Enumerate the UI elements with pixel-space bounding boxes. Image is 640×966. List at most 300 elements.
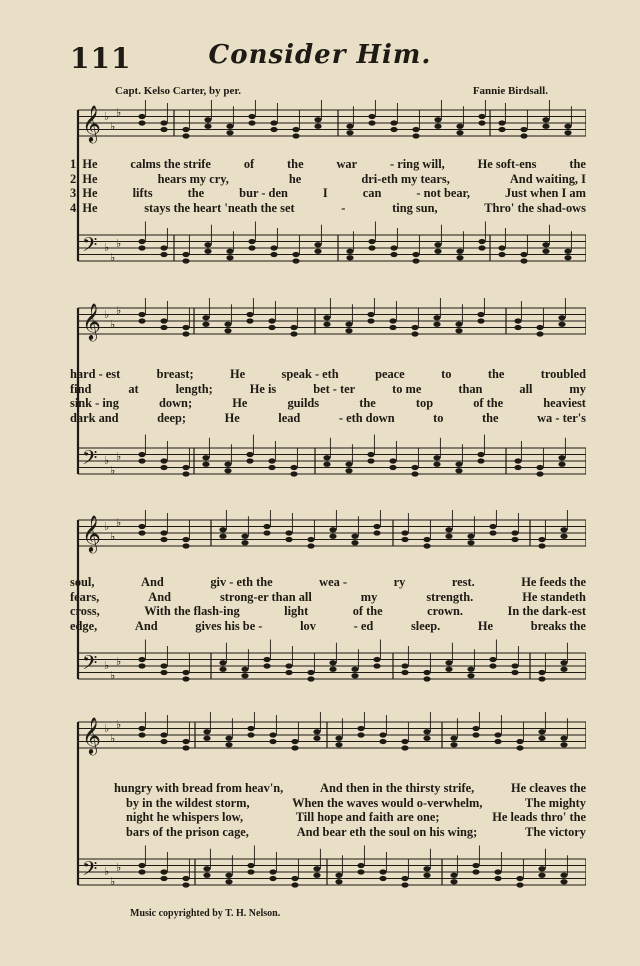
note-head	[307, 670, 314, 675]
note-head	[314, 124, 321, 129]
note-head	[138, 312, 145, 317]
note-head	[423, 736, 430, 741]
note-head	[433, 322, 440, 327]
note-head	[202, 462, 209, 467]
note-head	[538, 736, 545, 741]
note-head	[224, 322, 231, 327]
note-head	[478, 114, 485, 119]
note-head	[307, 676, 314, 681]
note-head	[450, 879, 457, 884]
hymn-title: Consider Him.	[208, 40, 432, 70]
note-head	[246, 312, 253, 317]
note-head	[401, 882, 408, 887]
flat-icon: ♭	[116, 304, 122, 317]
note-head	[514, 318, 521, 323]
note-head	[389, 325, 396, 330]
bass-clef-icon: 𝄢	[82, 446, 98, 474]
note-head	[182, 331, 189, 336]
note-head	[248, 245, 255, 250]
note-head	[268, 325, 275, 330]
note-head	[160, 252, 167, 257]
note-head	[226, 124, 233, 129]
note-head	[182, 882, 189, 887]
note-head	[351, 534, 358, 539]
flat-icon: ♭	[110, 464, 116, 477]
note-head	[520, 258, 527, 263]
note-head	[520, 127, 527, 132]
bass-staff	[78, 846, 586, 889]
note-head	[224, 328, 231, 333]
note-head	[246, 458, 253, 463]
note-head	[560, 667, 567, 672]
note-head	[263, 524, 270, 529]
note-head	[290, 325, 297, 330]
note-head	[538, 873, 545, 878]
note-head	[204, 117, 211, 122]
note-head	[511, 663, 518, 668]
note-head	[412, 133, 419, 138]
note-head	[423, 543, 430, 548]
note-head	[203, 729, 210, 734]
note-head	[357, 869, 364, 874]
note-head	[346, 124, 353, 129]
flat-icon: ♭	[116, 106, 122, 119]
note-head	[138, 726, 145, 731]
note-head	[182, 739, 189, 744]
note-head	[138, 663, 145, 668]
note-head	[445, 534, 452, 539]
bass-staff	[78, 435, 586, 478]
note-head	[268, 318, 275, 323]
lyric-line: hard - est breast; He speak - eth peace to the troubled	[70, 367, 586, 381]
flat-icon: ♭	[104, 241, 110, 254]
treble-staff	[78, 100, 586, 143]
note-head	[314, 117, 321, 122]
note-head	[411, 325, 418, 330]
note-head	[536, 465, 543, 470]
lyric-line: sink - ing down; He guilds the top of the heaviest	[70, 396, 586, 410]
note-head	[514, 465, 521, 470]
note-head	[226, 130, 233, 135]
note-head	[351, 540, 358, 545]
note-head	[455, 322, 462, 327]
lyric-line: edge, And gives his be - lov - ed sleep. He breaks the	[70, 618, 586, 633]
note-head	[450, 742, 457, 747]
note-head	[456, 255, 463, 260]
note-head	[269, 876, 276, 881]
note-head	[423, 670, 430, 675]
note-head	[160, 670, 167, 675]
note-head	[564, 249, 571, 254]
note-head	[285, 670, 292, 675]
note-head	[247, 726, 254, 731]
note-head	[202, 315, 209, 320]
note-head	[160, 465, 167, 470]
note-head	[160, 869, 167, 874]
page-number: 111	[70, 42, 132, 75]
note-head	[434, 124, 441, 129]
note-head	[401, 530, 408, 535]
note-head	[160, 325, 167, 330]
note-head	[329, 660, 336, 665]
note-head	[411, 471, 418, 476]
bass-clef-icon: 𝄢	[82, 233, 98, 261]
note-head	[516, 882, 523, 887]
note-head	[225, 873, 232, 878]
note-head	[478, 239, 485, 244]
note-head	[434, 242, 441, 247]
note-head	[314, 242, 321, 247]
note-head	[401, 537, 408, 542]
note-head	[389, 458, 396, 463]
note-head	[516, 739, 523, 744]
flat-icon: ♭	[116, 861, 122, 874]
note-head	[411, 331, 418, 336]
note-head	[368, 114, 375, 119]
note-head	[329, 527, 336, 532]
note-head	[516, 745, 523, 750]
flat-icon: ♭	[104, 722, 110, 735]
note-head	[538, 537, 545, 542]
note-head	[445, 527, 452, 532]
note-head	[498, 245, 505, 250]
note-head	[520, 252, 527, 257]
note-head	[367, 458, 374, 463]
note-head	[346, 249, 353, 254]
note-head	[560, 736, 567, 741]
lyric-line: 3. He lifts the bur - den I can - not bear, Just when I am	[70, 186, 586, 200]
note-head	[138, 530, 145, 535]
note-head	[450, 736, 457, 741]
note-head	[456, 130, 463, 135]
note-head	[219, 660, 226, 665]
treble-staff	[78, 298, 586, 341]
note-head	[538, 543, 545, 548]
note-head	[182, 670, 189, 675]
note-head	[246, 318, 253, 323]
note-head	[542, 242, 549, 247]
note-head	[182, 465, 189, 470]
note-head	[138, 245, 145, 250]
note-head	[270, 127, 277, 132]
treble-clef-icon: 𝄞	[82, 104, 101, 142]
note-head	[346, 130, 353, 135]
note-head	[433, 315, 440, 320]
note-head	[291, 876, 298, 881]
treble-clef-icon: 𝄞	[82, 716, 101, 754]
note-head	[538, 676, 545, 681]
note-head	[263, 663, 270, 668]
flat-icon: ♭	[116, 450, 122, 463]
note-head	[542, 124, 549, 129]
note-head	[467, 534, 474, 539]
note-head	[423, 866, 430, 871]
note-head	[489, 663, 496, 668]
note-head	[160, 458, 167, 463]
note-head	[558, 455, 565, 460]
note-head	[268, 458, 275, 463]
note-head	[477, 458, 484, 463]
note-head	[423, 537, 430, 542]
note-head	[285, 530, 292, 535]
note-head	[204, 249, 211, 254]
bass-staff	[78, 640, 586, 683]
note-head	[291, 882, 298, 887]
note-head	[314, 249, 321, 254]
note-head	[367, 312, 374, 317]
flat-icon: ♭	[110, 318, 116, 331]
note-head	[292, 252, 299, 257]
lyric-line: fears, And strong-er than all my strength. He standeth	[70, 589, 586, 604]
note-head	[335, 742, 342, 747]
note-head	[138, 863, 145, 868]
note-head	[323, 322, 330, 327]
note-head	[401, 876, 408, 881]
note-head	[401, 739, 408, 744]
note-head	[558, 322, 565, 327]
note-head	[202, 322, 209, 327]
lyric-line: soul, And giv - eth the wea - ry rest. He feeds the	[70, 575, 586, 589]
note-head	[138, 318, 145, 323]
note-head	[434, 117, 441, 122]
note-head	[445, 667, 452, 672]
note-head	[290, 465, 297, 470]
note-head	[357, 863, 364, 868]
note-head	[313, 729, 320, 734]
note-head	[498, 252, 505, 257]
note-head	[241, 540, 248, 545]
note-head	[412, 127, 419, 132]
note-head	[241, 673, 248, 678]
treble-clef-icon: 𝄞	[82, 514, 101, 552]
lyrics-block	[70, 157, 586, 215]
note-head	[247, 732, 254, 737]
note-head	[390, 252, 397, 257]
note-head	[423, 729, 430, 734]
note-head	[542, 249, 549, 254]
note-head	[412, 258, 419, 263]
note-head	[290, 331, 297, 336]
note-head	[270, 245, 277, 250]
note-head	[160, 739, 167, 744]
note-head	[203, 873, 210, 878]
note-head	[368, 239, 375, 244]
treble-clef-icon: 𝄞	[82, 302, 101, 340]
note-head	[160, 537, 167, 542]
note-head	[203, 866, 210, 871]
note-head	[263, 530, 270, 535]
flat-icon: ♭	[104, 454, 110, 467]
note-head	[182, 325, 189, 330]
note-head	[542, 117, 549, 122]
note-head	[514, 458, 521, 463]
note-head	[292, 258, 299, 263]
note-head	[412, 252, 419, 257]
note-head	[423, 676, 430, 681]
note-head	[241, 534, 248, 539]
flat-icon: ♭	[104, 520, 110, 533]
note-head	[368, 120, 375, 125]
note-head	[536, 471, 543, 476]
note-head	[248, 114, 255, 119]
note-head	[367, 318, 374, 323]
note-head	[558, 462, 565, 467]
note-head	[514, 325, 521, 330]
note-head	[160, 245, 167, 250]
note-head	[564, 255, 571, 260]
lyric-line: 1. He calms the strife of the war - ring will, He soft-ens the	[70, 157, 586, 171]
note-head	[307, 543, 314, 548]
treble-staff	[78, 510, 586, 553]
note-head	[160, 318, 167, 323]
note-head	[560, 873, 567, 878]
note-head	[323, 462, 330, 467]
note-head	[182, 543, 189, 548]
note-head	[390, 127, 397, 132]
note-head	[138, 657, 145, 662]
note-head	[248, 239, 255, 244]
note-head	[182, 252, 189, 257]
note-head	[323, 455, 330, 460]
note-head	[313, 873, 320, 878]
flat-icon: ♭	[104, 659, 110, 672]
lyrics-block	[70, 781, 586, 839]
note-head	[182, 876, 189, 881]
note-head	[433, 462, 440, 467]
note-head	[247, 869, 254, 874]
note-head	[219, 527, 226, 532]
note-head	[489, 530, 496, 535]
lyric-line: by in the wildest storm, When the waves would o-verwhelm, The mighty	[126, 795, 586, 810]
note-head	[477, 312, 484, 317]
note-head	[182, 471, 189, 476]
note-head	[246, 452, 253, 457]
flat-icon: ♭	[116, 516, 122, 529]
lyric-line: 4. He stays the heart 'neath the set - ting sun, Thro' the shad-ows	[70, 200, 586, 215]
note-head	[455, 462, 462, 467]
bass-clef-icon: 𝄢	[82, 857, 98, 885]
note-head	[498, 120, 505, 125]
note-head	[401, 670, 408, 675]
note-head	[389, 465, 396, 470]
note-head	[226, 255, 233, 260]
note-head	[182, 127, 189, 132]
note-head	[373, 657, 380, 662]
note-head	[203, 736, 210, 741]
note-head	[536, 325, 543, 330]
note-head	[226, 249, 233, 254]
note-head	[455, 328, 462, 333]
note-head	[323, 315, 330, 320]
note-head	[270, 252, 277, 257]
note-head	[494, 869, 501, 874]
note-head	[345, 328, 352, 333]
note-head	[291, 739, 298, 744]
note-head	[390, 120, 397, 125]
note-head	[345, 468, 352, 473]
note-head	[498, 127, 505, 132]
note-head	[351, 673, 358, 678]
note-head	[401, 745, 408, 750]
flat-icon: ♭	[110, 120, 116, 133]
flat-icon: ♭	[116, 718, 122, 731]
note-head	[291, 745, 298, 750]
note-head	[138, 524, 145, 529]
flat-icon: ♭	[110, 875, 116, 888]
treble-staff	[78, 712, 586, 755]
note-head	[450, 873, 457, 878]
bass-staff	[78, 222, 586, 265]
note-head	[285, 663, 292, 668]
flat-icon: ♭	[110, 732, 116, 745]
note-head	[560, 534, 567, 539]
lyric-line: dark and deep; He lead - eth down to the wa - ter's	[70, 410, 586, 425]
note-head	[270, 120, 277, 125]
note-head	[224, 462, 231, 467]
note-head	[511, 670, 518, 675]
lyric-line: night he whispers low, Till hope and faith are one; He leads thro' the	[126, 810, 586, 824]
note-head	[160, 127, 167, 132]
note-head	[269, 869, 276, 874]
note-head	[351, 667, 358, 672]
note-head	[138, 239, 145, 244]
note-head	[558, 315, 565, 320]
note-head	[224, 468, 231, 473]
note-head	[456, 249, 463, 254]
note-head	[307, 537, 314, 542]
note-head	[379, 876, 386, 881]
note-head	[219, 534, 226, 539]
note-head	[368, 245, 375, 250]
flat-icon: ♭	[104, 110, 110, 123]
note-head	[494, 739, 501, 744]
note-head	[560, 742, 567, 747]
note-head	[138, 452, 145, 457]
note-head	[290, 471, 297, 476]
note-head	[269, 732, 276, 737]
note-head	[455, 468, 462, 473]
note-head	[160, 530, 167, 535]
note-head	[477, 452, 484, 457]
note-head	[182, 745, 189, 750]
note-head	[538, 866, 545, 871]
note-head	[389, 318, 396, 323]
note-head	[379, 869, 386, 874]
note-head	[160, 663, 167, 668]
note-head	[160, 732, 167, 737]
note-head	[225, 879, 232, 884]
note-head	[204, 242, 211, 247]
note-head	[138, 114, 145, 119]
note-head	[292, 133, 299, 138]
note-head	[520, 133, 527, 138]
note-head	[467, 540, 474, 545]
composer-credit: Capt. Kelso Carter, by per.	[115, 85, 241, 97]
note-head	[379, 732, 386, 737]
note-head	[313, 866, 320, 871]
note-head	[401, 663, 408, 668]
lyrics-block	[70, 367, 586, 425]
note-head	[560, 660, 567, 665]
note-head	[516, 876, 523, 881]
note-head	[329, 667, 336, 672]
note-head	[138, 869, 145, 874]
note-head	[511, 537, 518, 542]
note-head	[472, 726, 479, 731]
note-head	[346, 255, 353, 260]
note-head	[138, 458, 145, 463]
flat-icon: ♭	[104, 865, 110, 878]
